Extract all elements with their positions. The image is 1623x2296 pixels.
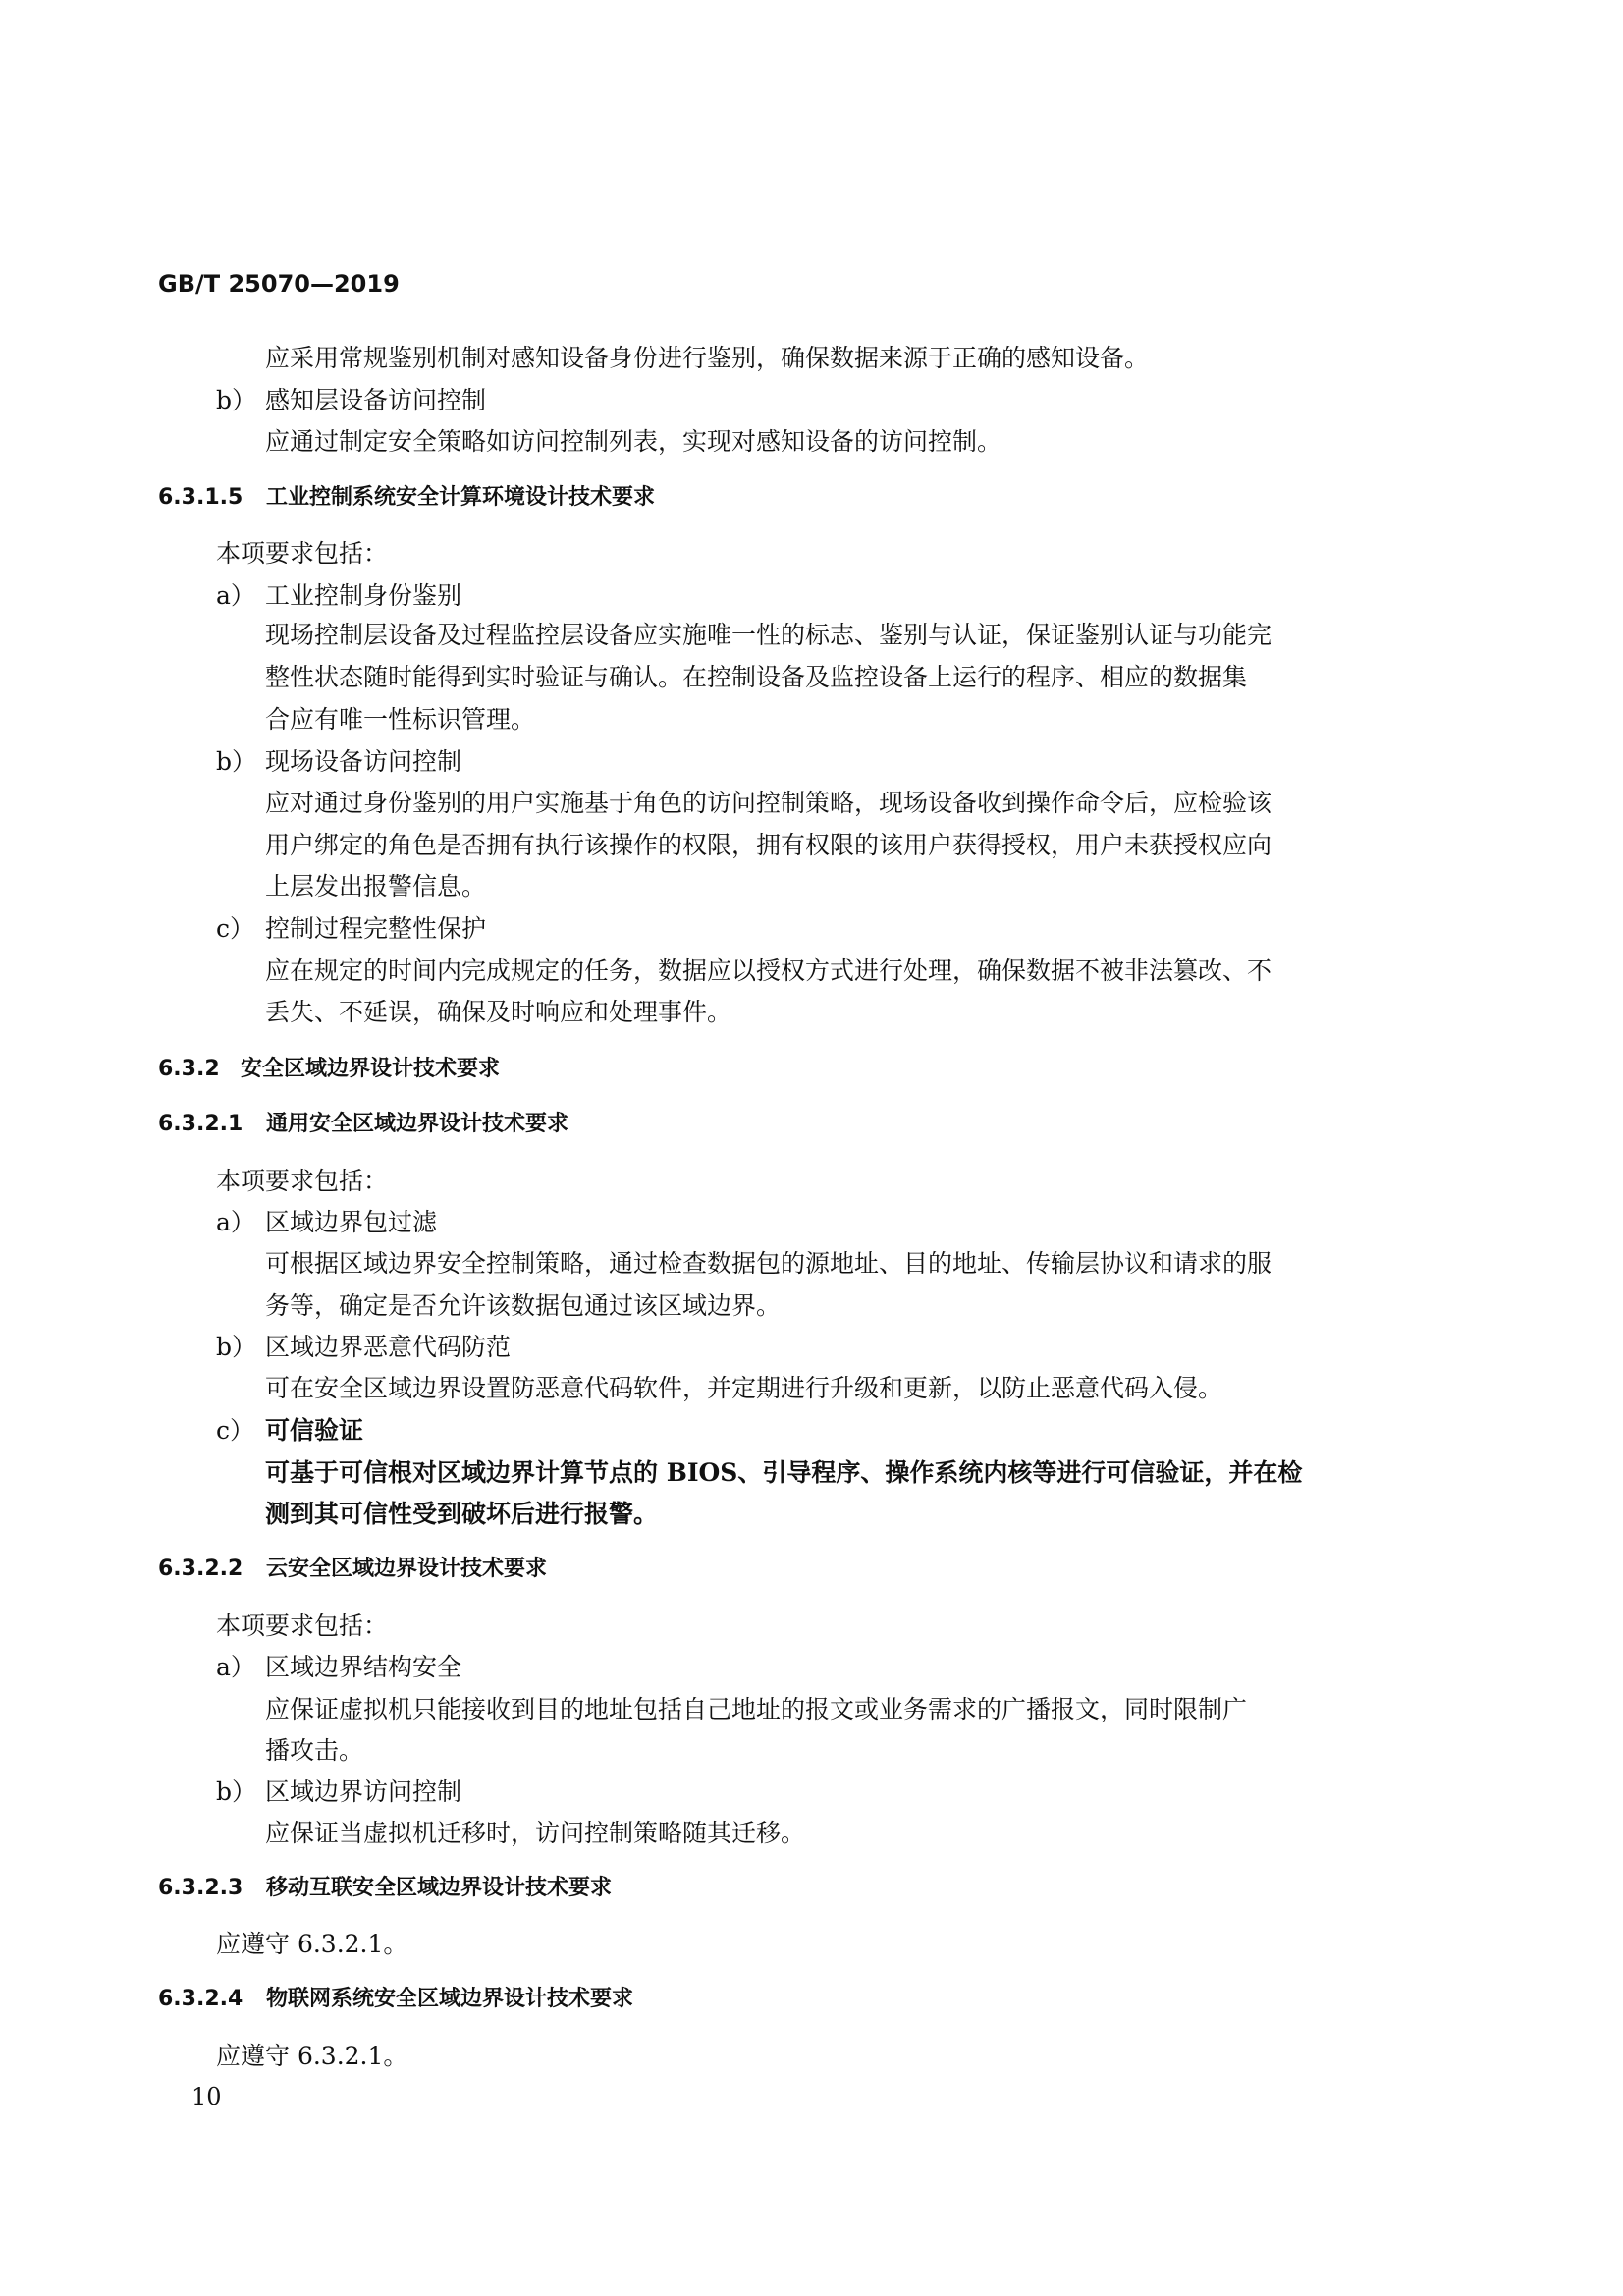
- list-item-title: a） 区域边界包过滤: [216, 1208, 438, 1236]
- paragraph-line: 上层发出报警信息。: [265, 872, 487, 901]
- list-item-title: b） 感知层设备访问控制: [216, 384, 486, 417]
- paragraph-line: 应对通过身份鉴别的用户实施基于角色的访问控制策略，现场设备收到操作命令后，应检验该: [265, 789, 1272, 817]
- section-heading-6-3-2-2: 6.3.2.2 云安全区域边界设计技术要求: [158, 1557, 548, 1581]
- paragraph-line: 务等，确定是否允许该数据包通过该区域边界。: [265, 1291, 782, 1320]
- paragraph-line: 可在安全区域边界设置防恶意代码软件，并定期进行升级和更新，以防止恶意代码入侵。: [265, 1374, 1223, 1402]
- section-heading-6-3-2: 6.3.2 安全区域边界设计技术要求: [158, 1057, 501, 1081]
- intro-text: 本项要求包括：: [216, 1612, 389, 1640]
- paragraph-line: 播攻击。: [265, 1736, 364, 1765]
- list-item-title: a） 区域边界结构安全: [216, 1653, 462, 1681]
- standard-number-header: GB/T 25070—2019: [158, 270, 400, 298]
- paragraph-line: 丢失、不延误，确保及时响应和处理事件。: [265, 998, 732, 1026]
- paragraph-line: 应在规定的时间内完成规定的任务，数据应以授权方式进行处理，确保数据不被非法篡改、不: [265, 957, 1272, 985]
- list-item-title: b） 区域边界恶意代码防范: [216, 1333, 512, 1361]
- list-item-title: b） 区域边界访问控制: [216, 1777, 462, 1806]
- intro-text: 本项要求包括：: [216, 539, 389, 568]
- paragraph-line: 整性状态随时能得到实时验证与确认。在控制设备及监控设备上运行的程序、相应的数据集: [265, 663, 1248, 691]
- paragraph-line: 测到其可信性受到破坏后进行报警。: [265, 1500, 659, 1528]
- paragraph: 应通过制定安全策略如访问控制列表，实现对感知设备的访问控制。: [265, 427, 1002, 456]
- paragraph: 应遵守 6.3.2.1。: [216, 1930, 408, 1958]
- paragraph-line: 用户绑定的角色是否拥有执行该操作的权限，拥有权限的该用户获得授权，用户未获授权应向: [265, 831, 1272, 859]
- list-item-title: b） 现场设备访问控制: [216, 747, 462, 776]
- list-marker: b）: [216, 386, 257, 414]
- intro-text: 本项要求包括：: [216, 1167, 389, 1195]
- paragraph-line: 现场控制层设备及过程监控层设备应实施唯一性的标志、鉴别与认证，保证鉴别认证与功能完: [265, 621, 1272, 649]
- section-heading-6-3-2-1: 6.3.2.1 通用安全区域边界设计技术要求: [158, 1112, 569, 1136]
- paragraph: 应遵守 6.3.2.1。: [216, 2042, 408, 2070]
- section-heading-6-3-1-5: 6.3.1.5 工业控制系统安全计算环境设计技术要求: [158, 485, 656, 510]
- paragraph-line: 可基于可信根对区域边界计算节点的 BIOS、引导程序、操作系统内核等进行可信验证，并在检: [265, 1458, 1303, 1487]
- list-item-title: c） 可信验证: [216, 1416, 364, 1445]
- section-heading-6-3-2-3: 6.3.2.3 移动互联安全区域边界设计技术要求: [158, 1876, 613, 1900]
- paragraph: 应采用常规鉴别机制对感知设备身份进行鉴别，确保数据来源于正确的感知设备。: [265, 344, 1150, 372]
- list-item-title: a） 工业控制身份鉴别: [216, 581, 462, 610]
- paragraph-line: 可根据区域边界安全控制策略，通过检查数据包的源地址、目的地址、传输层协议和请求的服: [265, 1249, 1272, 1278]
- section-heading-6-3-2-4: 6.3.2.4 物联网系统安全区域边界设计技术要求: [158, 1987, 634, 2011]
- paragraph-line: 应保证虚拟机只能接收到目的地址包括自己地址的报文或业务需求的广播报文，同时限制广: [265, 1695, 1248, 1723]
- list-item-title: c） 控制过程完整性保护: [216, 914, 487, 943]
- paragraph-line: 应保证当虚拟机迁移时，访问控制策略随其迁移。: [265, 1819, 806, 1847]
- page-number: 10: [191, 2083, 222, 2110]
- paragraph-line: 合应有唯一性标识管理。: [265, 705, 536, 734]
